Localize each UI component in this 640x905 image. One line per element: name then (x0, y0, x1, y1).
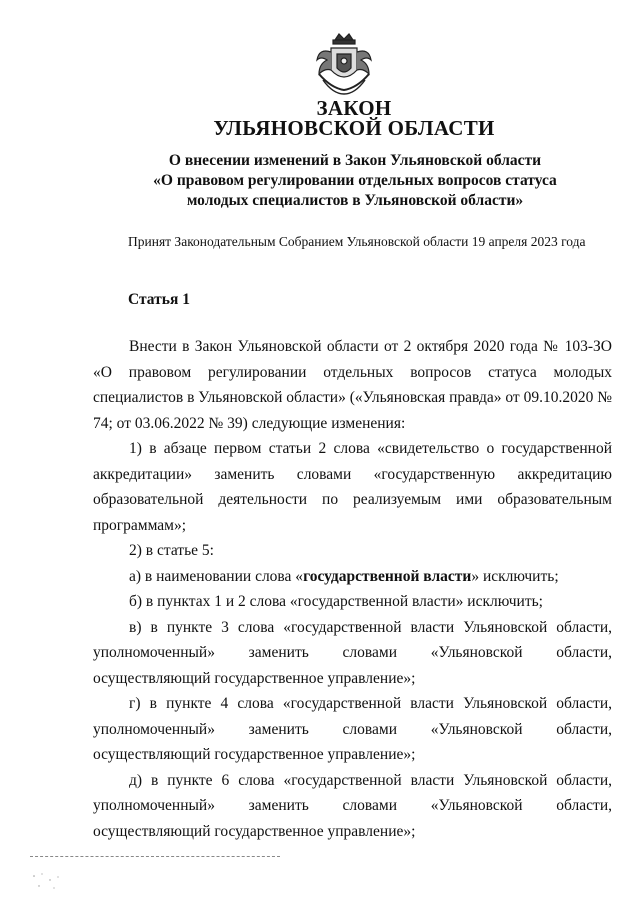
adoption-note: Принят Законодательным Собранием Ульяновской области 19 апреля 2023 года (128, 234, 586, 249)
paragraph-item2a (93, 564, 612, 590)
item2a-prefix: а) в наименовании слова « (129, 567, 304, 585)
scan-specks-icon (30, 870, 70, 895)
coat-of-arms-icon (311, 30, 377, 98)
paragraph-item2d: г) в пункте 4 слова «государственной власти Ульяновской области, уполномоченный» заменить словами «Ульяновской области, осуществляющий государственное управление»; (93, 695, 612, 763)
subtitle-line1: О внесении изменений в Закон Ульяновской области (168, 152, 542, 169)
paragraph-item1: 1) в абзаце первом статьи 2 слова «свидетельство о государственной аккредитации» заменить словами «государственную аккредитацию образовательной деятельности по реализуемым ими образовательным программам»; (93, 440, 612, 534)
document-title-line2: УЛЬЯНОВСКОЙ ОБЛАСТИ (213, 116, 495, 140)
footer-divider (30, 856, 280, 857)
paragraph-item2e: д) в пункте 6 слова «государственной власти Ульяновской области, уполномоченный» заменить словами «Ульяновской области, осуществляющий государственное управление»; (93, 771, 612, 840)
paragraph-item2b: б) в пунктах 1 и 2 слова «государственной власти» исключить; (129, 593, 543, 610)
paragraph-item2c: в) в пункте 3 слова «государственной власти Ульяновской области, уполномоченный» заменить словами «Ульяновской области, осуществляющий государственное управление»; (93, 618, 612, 687)
article-body (93, 334, 612, 844)
item2a-suffix: » исключить; (471, 567, 559, 585)
law-subtitle (120, 151, 590, 211)
paragraph-item2: 2) в статье 5: (129, 542, 214, 559)
subtitle-line3: молодых специалистов в Ульяновской области» (186, 192, 524, 209)
paragraph-intro: Внести в Закон Ульяновской области от 2 октября 2020 года № 103-ЗО «О правовом регулировании отдельных вопросов статуса молодых специалистов в Ульяновской области» («Ульяновская правда» от 09.10.2020 № 74; от 03.06.2022 № 39) следующие изменения: (93, 338, 612, 432)
item2a-bold-term: государственной власти (303, 567, 472, 585)
document-title-line1: ЗАКОН (316, 96, 392, 120)
article-heading: Статья 1 (128, 291, 190, 308)
subtitle-line2: «О правовом регулировании отдельных вопросов статуса (153, 172, 557, 189)
